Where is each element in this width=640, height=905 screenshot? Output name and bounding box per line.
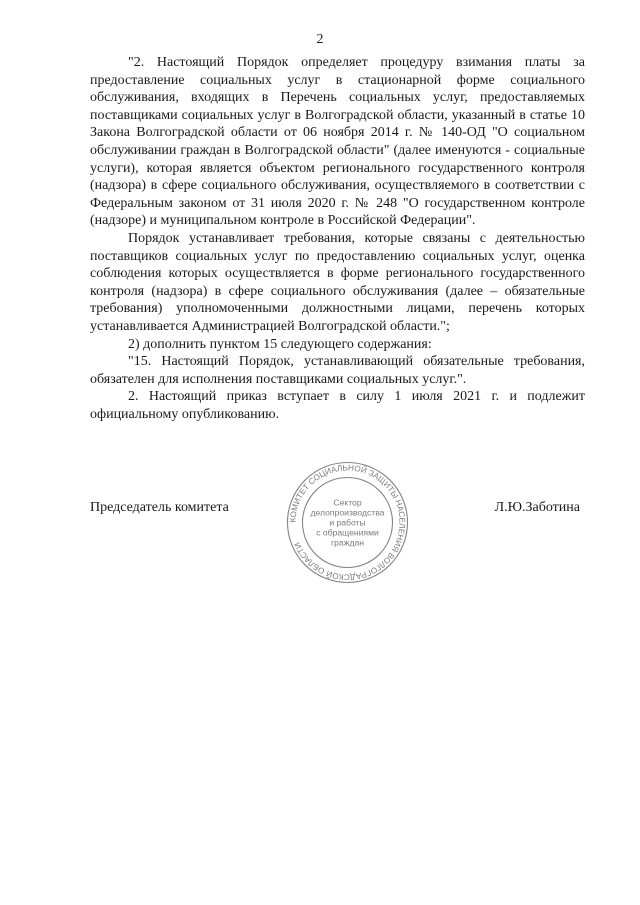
paragraph-requirements: Порядок устанавливает требования, которые связаны с деятельностью поставщиков социальных услуг по предоставлению социальных услуг, оценка соблюдения которых осуществляется в форме регионального государственного контроля (надзора) в сфере социального обслуживания (далее – обязательные требования) уполномоченными должностными лицами, перечень которых устанавливается Администрацией Волгоградской области."; (90, 230, 585, 334)
stamp-inner-line: и работы (329, 517, 366, 528)
paragraph-amendment-intro: 2) дополнить пунктом 15 следующего содержания: (128, 336, 432, 352)
signatory-name: Л.Ю.Заботина (494, 500, 580, 515)
page-number: 2 (316, 32, 324, 47)
stamp-inner-line: с обращениями (316, 527, 379, 538)
official-stamp (285, 460, 410, 585)
stamp-inner-line: граждан (331, 537, 364, 548)
paragraph-effective-date: 2. Настоящий приказ вступает в силу 1 июля 2021 г. и подлежит официальному опубликованию. (90, 389, 585, 422)
stamp-ring-text: КОМИТЕТ СОЦИАЛЬНОЙ ЗАЩИТЫ НАСЕЛЕНИЯ ВОЛГОГРАДСКОЙ ОБЛАСТИ (288, 463, 407, 582)
signatory-title: Председатель комитета (90, 500, 229, 515)
stamp-inner-line: делопроизводства (310, 507, 385, 518)
document-body (90, 54, 585, 423)
paragraph-point-15: "15. Настоящий Порядок, устанавливающий обязательные требования, обязателен для исполнения поставщиками социальных услуг.". (90, 354, 585, 387)
paragraph-procedure: "2. Настоящий Порядок определяет процедуру взимания платы за предоставление социальных услуг в стационарной форме социального обслуживания, входящих в Перечень социальных услуг, предоставляемых поставщиками социальных услуг в Волгоградской области, указанный в статье 10 Закона Волгоградской области от 06 ноября 2014 г. № 140-ОД "О социальном обслуживании граждан в Волгоградской области" (далее именуются - социальные услуги), которая является объектом регионального государственного контроля (надзора) в сфере социального обслуживания, осуществляемого в соответствии с Федеральным законом от 31 июля 2020 г. № 248 "О государственном контроле (надзоре) и муниципальном контроле в Российской Федерации". (90, 55, 585, 229)
stamp-inner-line: Сектор (333, 497, 362, 508)
